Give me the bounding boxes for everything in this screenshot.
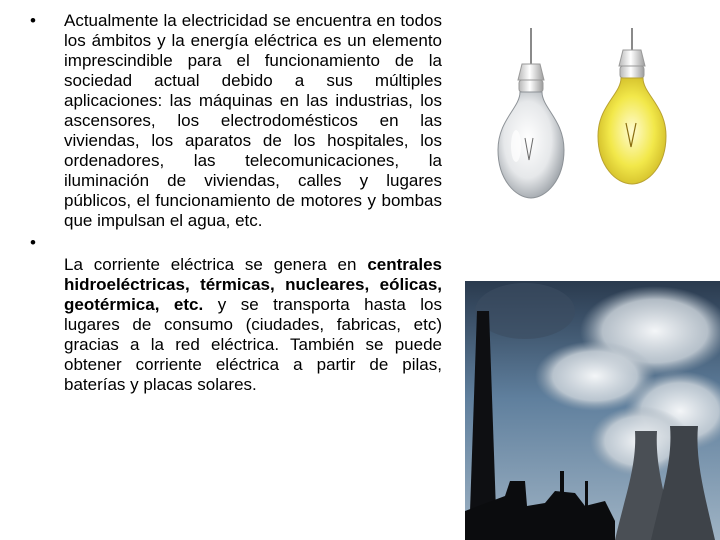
slide-text bbox=[30, 11, 442, 395]
light-bulbs-photo bbox=[492, 28, 668, 220]
bullet-marker: • bbox=[30, 11, 36, 30]
paragraph2-rest: y se transporta hasta los lugares de consumo (ciudades, fabricas, etc) gracias a la red eléctrica. También se puede obtener corriente eléctrica a partir de pilas, baterías y placas solares. bbox=[64, 295, 442, 394]
bullet-item-1 bbox=[30, 11, 442, 231]
power-plant-photo bbox=[465, 281, 720, 540]
paragraph2-intro: La corriente eléctrica se genera en bbox=[64, 255, 368, 274]
bullet-marker: • bbox=[30, 233, 36, 252]
lit-bulb bbox=[598, 28, 666, 184]
paragraph-electricity-uses: Actualmente la electricidad se encuentra en todos los ámbitos y la energía eléctrica es un elemento imprescindible para el funcionamiento de la sociedad actual debido a sus múltiples aplicaciones: las máquinas en las industrias, los ascensores, los electrodomésticos en las viviendas, los aparatos de los hospitales, los ordenadores, las telecomunicaciones, la iluminación de viviendas, calles y lugares públicos, el funcionamiento de motores y bombas que impulsan el agua, etc. bbox=[64, 11, 442, 230]
paragraph-electricity-generation bbox=[30, 255, 442, 395]
bullet-item-2 bbox=[30, 233, 442, 253]
paragraph2-power-plants: centrales hidroeléctricas, térmicas, nucleares, eólicas, geotérmica, etc. bbox=[64, 255, 442, 314]
unlit-bulb bbox=[498, 28, 564, 198]
